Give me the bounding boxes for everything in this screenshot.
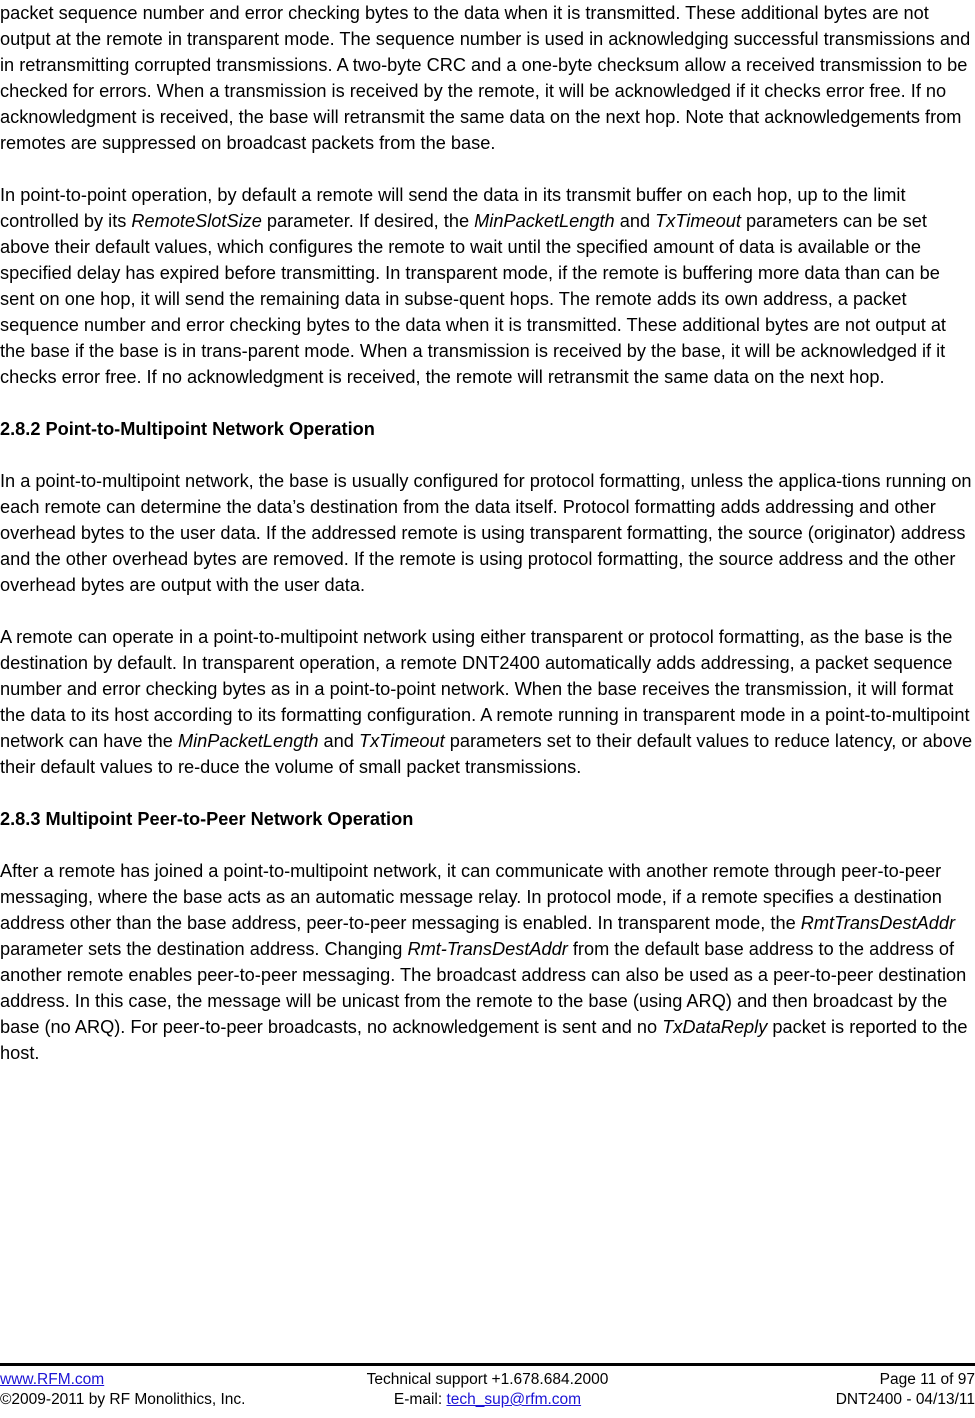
paragraph-peer-to-peer: [0, 858, 973, 1066]
text-run: parameter. If desired, the: [261, 211, 475, 231]
text-run: parameters can be set above their default values, which configures the remote to wait until the specified amount of data is available or the specified delay has expired before transmitting. In transparent mode, if the remote is buffering more data than can be sent on one hop, it will send the remaining data in subse-quent hops. The remote adds its own address, a packet sequence number and error checking bytes to the data when it is transmitted. These additional bytes are not output at the base if the base is in trans-parent mode. When a transmission is received by the base, it will be acknowledged if it checks error free. If no acknowledgment is received, the remote will retransmit the same data on the next hop.: [0, 211, 946, 387]
paragraph-acknowledgement: packet sequence number and error checking bytes to the data when it is transmitted. These additional bytes are not output at the remote in transparent mode. The sequence number is used in acknowledging successful transmissions and in retransmitting corrupted transmissions. A two-byte CRC and a one-byte checksum allow a received transmission to be checked for errors. When a transmission is received by the remote, it will be acknowledged if it checks error free. If no acknowledgment is received, the base will retransmit the same data on the next hop. Note that acknowledgements from remotes are suppressed on broadcast packets from the base.: [0, 3, 971, 153]
page-number: Page 11 of 97: [879, 1371, 975, 1388]
text-run: A remote can operate in a point-to-multipoint network using either transparent or protocol formatting, as the base is the destination by default. In transparent operation, a remote DNT2400 automatically adds addressing, a packet sequence number and error checking bytes as in a point-to-point network. When the base receives the transmission, it will format the data to its host according to its formatting configuration. A remote running in transparent mode in a point-to-multipoint network can have the: [0, 627, 970, 751]
heading-2-8-2: 2.8.2 Point-to-Multipoint Network Operation: [0, 419, 375, 439]
param-remote-slot-size: RemoteSlotSize: [131, 211, 262, 231]
text-run: and: [614, 211, 656, 231]
paragraph-point-to-multipoint: In a point-to-multipoint network, the base is usually configured for protocol formatting, unless the applica-tions running on each remote can determine the data’s destination from the data itself. Protocol formatting adds addressing and other overhead bytes to the user data. If the addressed remote is using transparent formatting, the source (originator) address and the other overhead bytes are removed. If the remote is using protocol formatting, the source address and the other overhead bytes are output with the user data.: [0, 471, 972, 595]
param-min-packet-length: MinPacketLength: [177, 731, 319, 751]
document-id: DNT2400 - 04/13/11: [835, 1391, 975, 1408]
param-rmt-trans-dest-addr: Rmt-TransDestAddr: [407, 939, 568, 959]
param-tx-data-reply: TxDataReply: [662, 1017, 768, 1037]
email-label: E-mail:: [393, 1391, 447, 1408]
footer-right: [836, 1370, 975, 1410]
email-link[interactable]: tech_sup@rfm.com: [446, 1391, 582, 1408]
text-run: and: [318, 731, 359, 751]
paragraph-point-to-point: [0, 182, 973, 390]
footer-left: [0, 1370, 245, 1410]
footer-divider: [0, 1363, 975, 1366]
support-phone: Technical support +1.678.684.2000: [366, 1371, 609, 1388]
page-footer: [0, 1370, 975, 1414]
param-tx-timeout: TxTimeout: [358, 731, 445, 751]
text-run: parameters set to their default values to reduce latency, or above their default values to re-duce the volume of small packet transmissions.: [0, 731, 973, 777]
param-min-packet-length: MinPacketLength: [474, 211, 615, 231]
website-link[interactable]: www.RFM.com: [0, 1371, 105, 1388]
text-run: packet is reported to the host.: [0, 1017, 968, 1063]
text-run: In point-to-point operation, by default a remote will send the data in its transmit buffer on each hop, up to the limit controlled by its: [0, 185, 906, 231]
text-run: After a remote has joined a point-to-multipoint network, it can communicate with another remote through peer-to-peer messaging, where the base acts as an automatic message relay. In protocol mode, if a remote specifies a destination address other than the base address, peer-to-peer messaging is enabled. In transparent mode, the: [0, 861, 942, 933]
heading-2-8-3: 2.8.3 Multipoint Peer-to-Peer Network Operation: [0, 809, 414, 829]
text-run: parameter sets the destination address. Changing: [0, 939, 408, 959]
paragraph-remote-formatting: [0, 624, 973, 780]
text-run: from the default base address to the address of another remote enables peer-to-peer messaging. The broadcast address can also be used as a peer-to-peer destination address. In this case, the message will be unicast from the remote to the base (using ARQ) and then broadcast by the base (no ARQ). For peer-to-peer broadcasts, no acknowledgement is sent and no: [0, 939, 967, 1037]
copyright: ©2009-2011 by RF Monolithics, Inc.: [0, 1391, 246, 1408]
param-rmt-trans-dest-addr: RmtTransDestAddr: [800, 913, 956, 933]
param-tx-timeout: TxTimeout: [655, 211, 741, 231]
